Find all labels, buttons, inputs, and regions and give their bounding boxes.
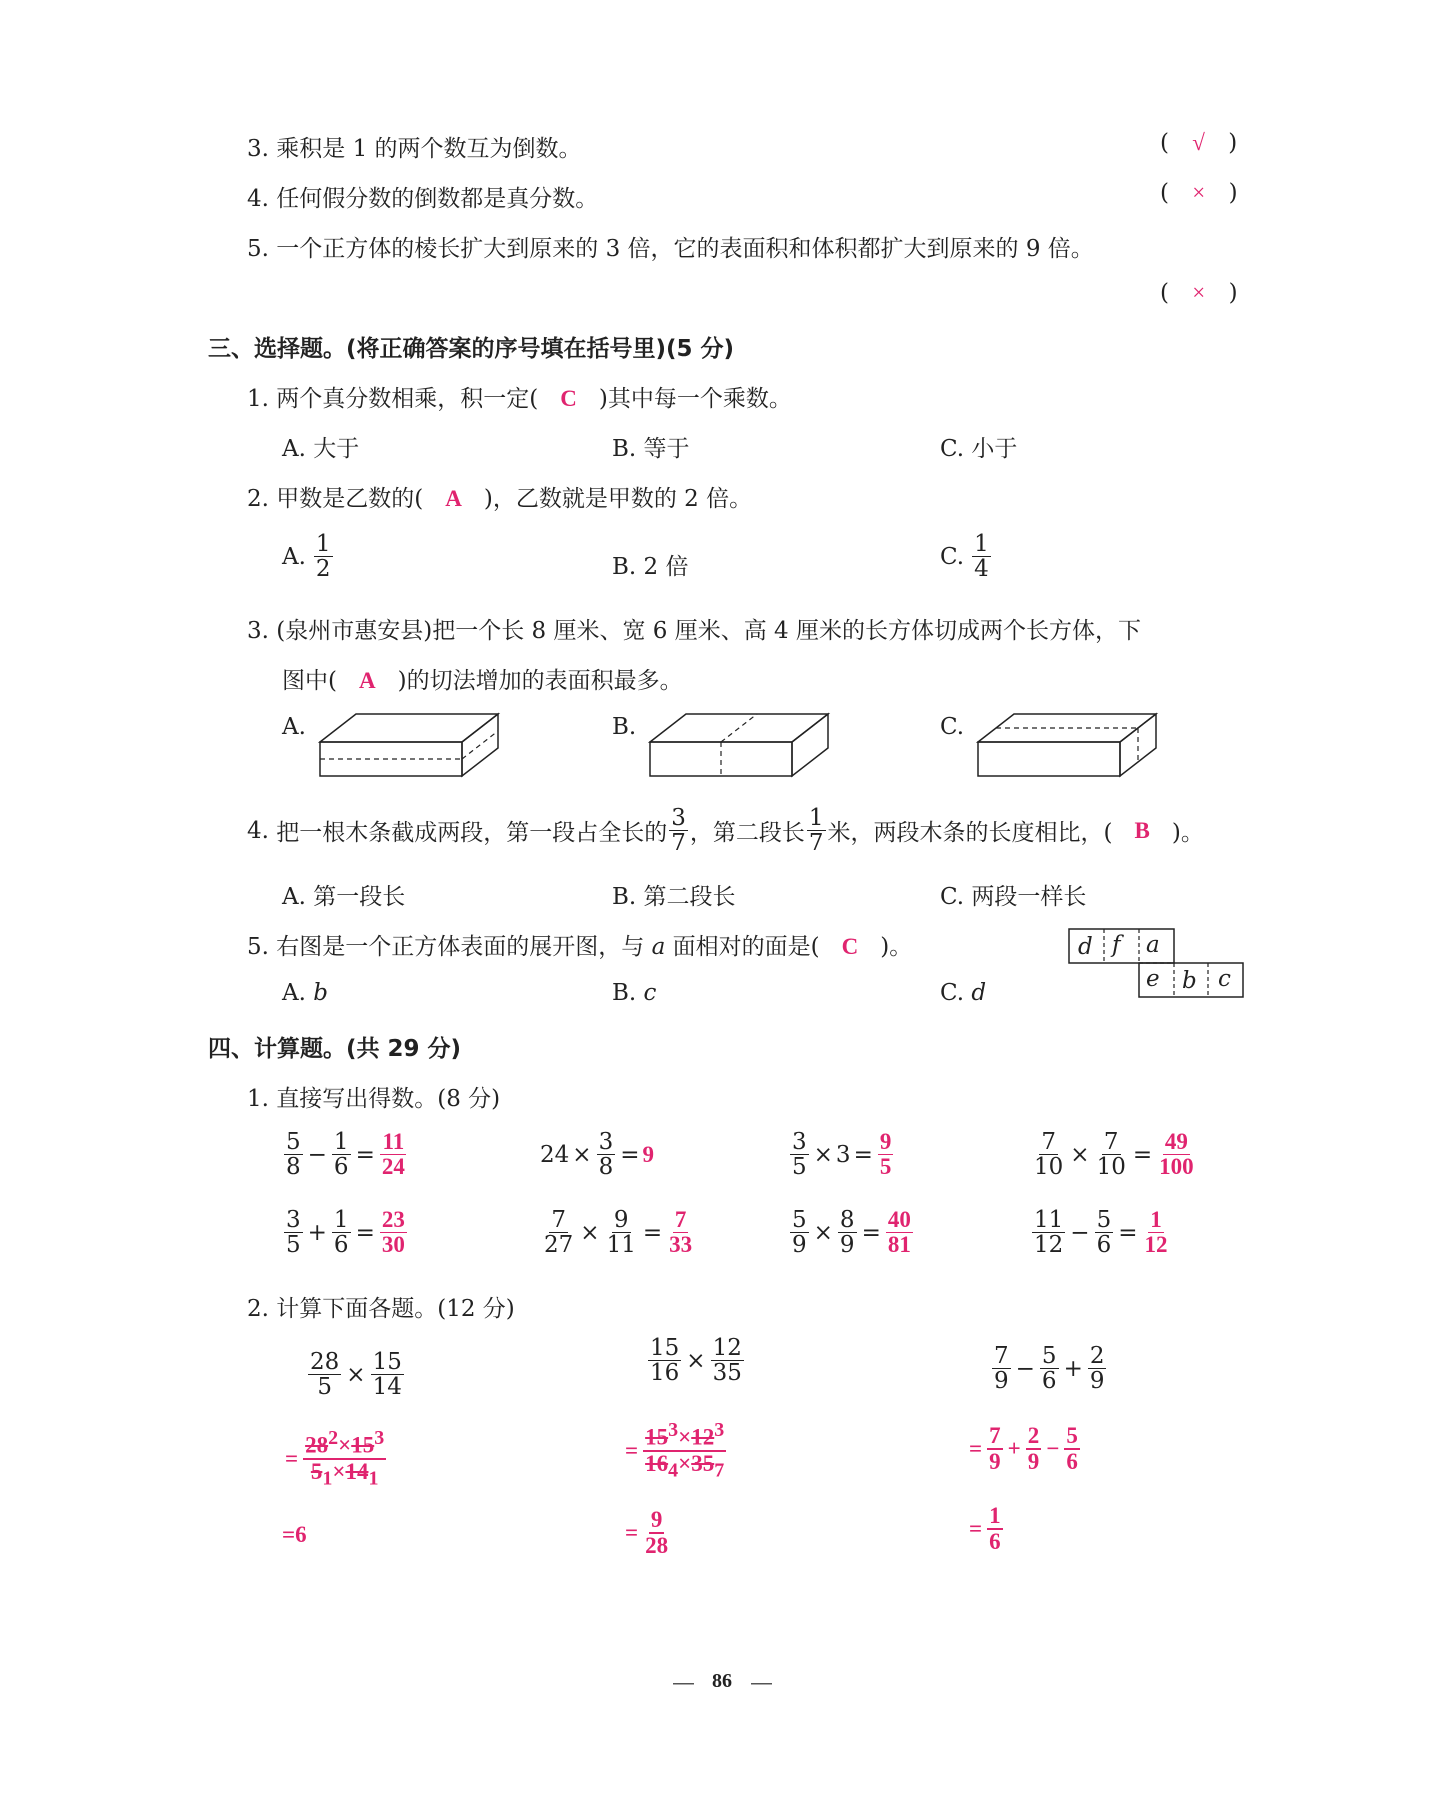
choice-q4-b: B. 第二段长 xyxy=(612,884,736,910)
choice-q3-b-label: B. xyxy=(612,714,637,740)
choice-q4: 4. 把一根木条截成两段，第一段占全长的 $\frac{3}{7}$ ，第二段长 $\frac{1}{7}$ 米，两段木条的长度相比，( B )。 xyxy=(247,805,1204,857)
page-number-dash-left: — xyxy=(672,1670,695,1696)
oral-calc-2: 24 × $\frac{3}{8}$ = 9 xyxy=(540,1129,654,1181)
judge-q5: 5. 一个正方体的棱长扩大到原来的 3 倍，它的表面积和体积都扩大到原来的 9 倍。 xyxy=(247,236,1094,262)
choice-q2-a: A. $\frac{1}{2}$ xyxy=(282,531,331,583)
calc-1-step1: = $\frac{28^2\times 15^3}{5_1\times 14_1}$ xyxy=(285,1427,385,1490)
judge-q4: 4. 任何假分数的倒数都是真分数。 xyxy=(247,186,599,212)
calc-1-result: =6 xyxy=(282,1522,307,1547)
choice-q5-a: A. b xyxy=(282,980,328,1006)
net-face-d: d xyxy=(1078,934,1093,960)
oral-calc-5: $\frac{3}{5}$ + $\frac{1}{6}$ = $\frac{23}{30}$ xyxy=(286,1207,405,1259)
page-number-dash-right: — xyxy=(750,1670,773,1696)
choice-q4-a: A. 第一段长 xyxy=(282,884,406,910)
oral-calc-1: $\frac{5}{8}$ − $\frac{1}{6}$ = $\frac{11}{24}$ xyxy=(286,1129,405,1181)
section4-q2-title: 2. 计算下面各题。(12 分) xyxy=(247,1296,515,1322)
calc-2-result: = $\frac{9}{28}$ xyxy=(625,1507,669,1559)
cross-icon: × xyxy=(1192,180,1206,205)
calc-3-result: = $\frac{1}{6}$ xyxy=(969,1503,1001,1555)
oral-calc-3: $\frac{3}{5}$ × 3 = $\frac{9}{5}$ xyxy=(792,1129,892,1181)
page-number: 86 xyxy=(712,1670,732,1692)
choice-q3-a-label: A. xyxy=(282,714,306,740)
calc-2-question: $\frac{15}{16}$ × $\frac{12}{35}$ xyxy=(650,1335,742,1387)
section4-q1-title: 1. 直接写出得数。(8 分) xyxy=(247,1086,501,1112)
choice-q2: 2. 甲数是乙数的( A )，乙数就是甲数的 2 倍。 xyxy=(247,486,753,512)
cross-icon: × xyxy=(1192,280,1206,305)
calc-3-step1: = $\frac{7}{9}$ + $\frac{2}{9}$ − $\frac{5}{6}$ xyxy=(969,1423,1078,1475)
net-face-c: c xyxy=(1218,966,1231,992)
choice-q5: 5. 右图是一个正方体表面的展开图，与 a 面相对的面是( C )。 xyxy=(247,934,913,960)
calc-1-question: $\frac{28}{5}$ × $\frac{15}{14}$ xyxy=(310,1349,402,1401)
judge-q4-answer: ( × ) xyxy=(1160,180,1238,206)
oral-calc-6: $\frac{7}{27}$ × $\frac{9}{11}$ = $\frac{7}{33}$ xyxy=(544,1207,693,1259)
section4-title: 四、计算题。(共 29 分) xyxy=(208,1036,462,1062)
choice-q1-b: B. 等于 xyxy=(612,436,690,462)
oral-calc-7: $\frac{5}{9}$ × $\frac{8}{9}$ = $\frac{40}{81}$ xyxy=(792,1207,911,1259)
cuboid-figure-a xyxy=(318,712,502,780)
calc-2-step1: = $\frac{15^3\times 12^3}{16_4\times 35_7}$ xyxy=(625,1419,725,1482)
choice-q1-c: C. 小于 xyxy=(940,436,1018,462)
oral-calc-8: $\frac{11}{12}$ − $\frac{5}{6}$ = $\frac{1}{12}$ xyxy=(1034,1207,1168,1259)
net-face-e: e xyxy=(1146,966,1160,992)
net-face-f: f xyxy=(1112,932,1121,958)
net-face-a: a xyxy=(1146,932,1160,958)
choice-q5-c: C. d xyxy=(940,980,987,1006)
choice-q1: 1. 两个真分数相乘，积一定( C )其中每一个乘数。 xyxy=(247,386,792,412)
judge-q5-answer: ( × ) xyxy=(1160,280,1238,306)
judge-q3-answer: ( √ ) xyxy=(1160,130,1238,156)
choice-q1-a: A. 大于 xyxy=(282,436,360,462)
choice-q5-b: B. c xyxy=(612,980,657,1006)
judge-q3: 3. 乘积是 1 的两个数互为倒数。 xyxy=(247,136,582,162)
cuboid-figure-c xyxy=(976,712,1160,780)
choice-q2-b: B. 2 倍 xyxy=(612,554,689,580)
calc-3-question: $\frac{7}{9}$ − $\frac{5}{6}$ + $\frac{2}{9}$ xyxy=(994,1343,1105,1395)
choice-q3: 3. (泉州市惠安县)把一个长 8 厘米、宽 6 厘米、高 4 厘米的长方体切成两个长方体，下 xyxy=(247,618,1141,644)
net-face-b: b xyxy=(1182,968,1197,994)
section3-title: 三、选择题。(将正确答案的序号填在括号里)(5 分) xyxy=(208,336,735,362)
choice-q3-c-label: C. xyxy=(940,714,965,740)
choice-q3-line2: 图中( A )的切法增加的表面积最多。 xyxy=(282,668,683,694)
choice-q2-c: C. $\frac{1}{4}$ xyxy=(940,531,989,583)
checkmark-icon: √ xyxy=(1192,130,1205,155)
choice-q4-c: C. 两段一样长 xyxy=(940,884,1087,910)
cuboid-figure-b xyxy=(648,712,832,780)
oral-calc-4: $\frac{7}{10}$ × $\frac{7}{10}$ = $\frac{49}{100}$ xyxy=(1034,1129,1194,1181)
